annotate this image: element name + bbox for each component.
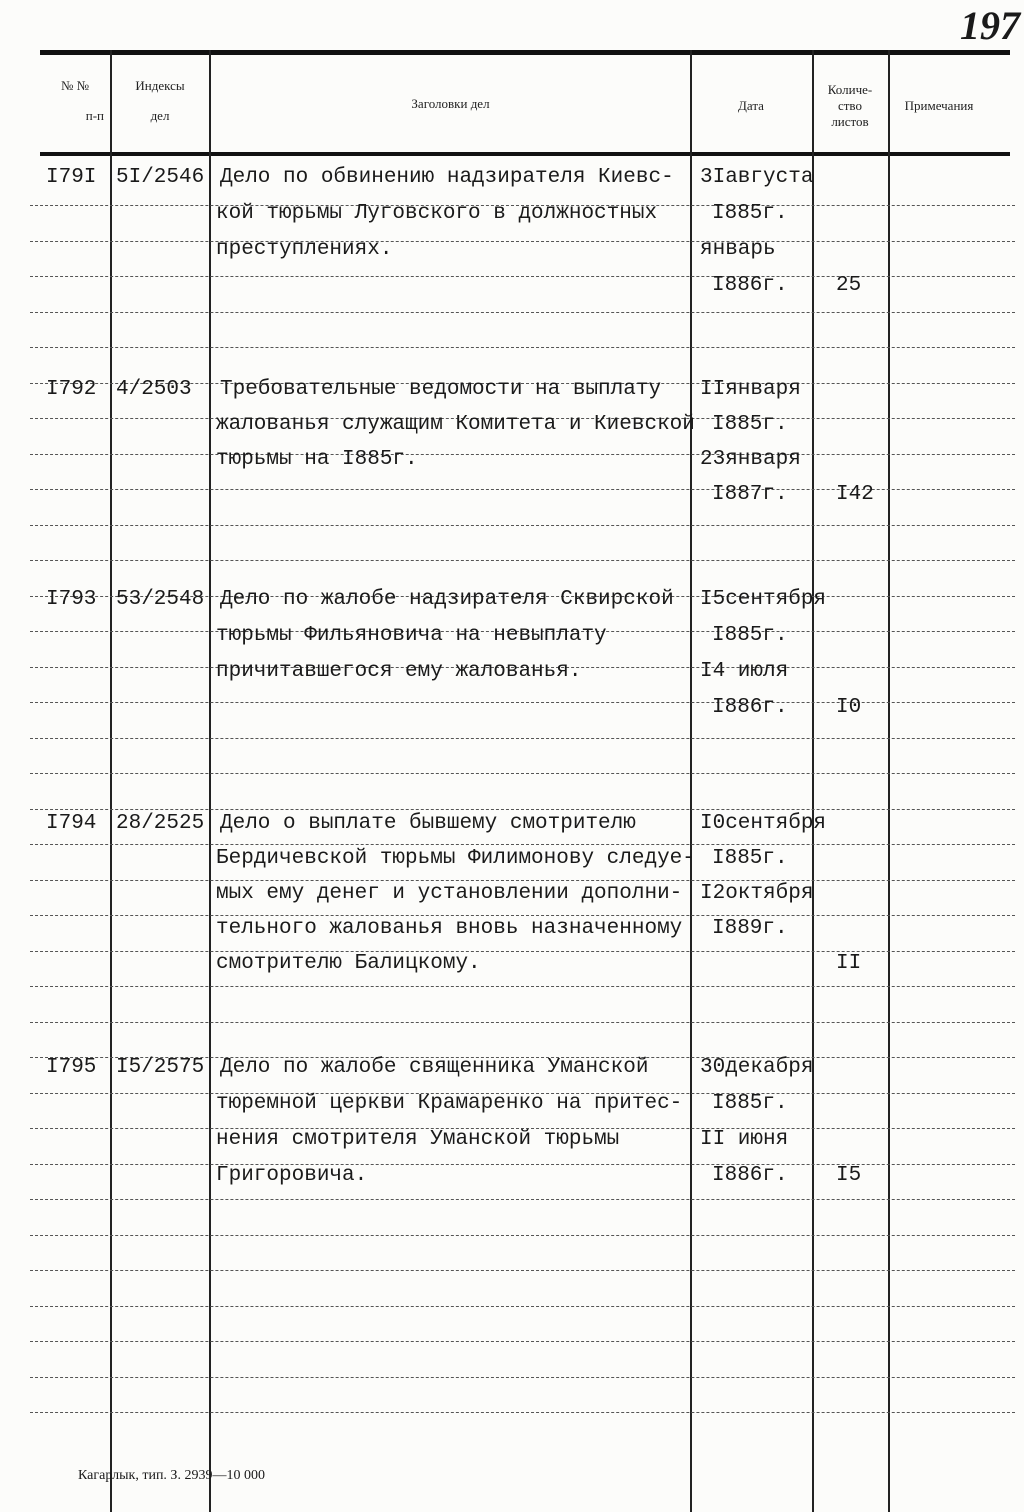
entry-title-line: жалованья служащим Комитета и Киевской	[216, 413, 695, 436]
entry-title-line: Дело по жалобе священника Уманской	[220, 1056, 649, 1079]
entry-sheet-count: II	[836, 952, 862, 975]
entry-date-line: I886г.	[712, 274, 788, 297]
entry-title-line: кой тюрьмы Луговского в должностных	[216, 202, 658, 225]
entry-date-line: 30декабря	[700, 1056, 814, 1079]
entry-index: 5I/2546	[116, 166, 205, 189]
entry-sheet-count: I42	[836, 483, 874, 506]
column-divider	[888, 50, 890, 1512]
entry-title-line: тюрьмы Фильяновича на невыплату	[216, 624, 607, 647]
entry-index: 28/2525	[116, 812, 205, 835]
row-rule	[30, 1377, 1015, 1378]
entry-title-line: тельного жалованья вновь назначенному	[216, 917, 683, 940]
row-rule	[30, 560, 1015, 561]
header-titles: Заголовки дел	[411, 96, 490, 111]
column-divider	[110, 50, 112, 1512]
row-rule	[30, 915, 1015, 916]
entry-title-line: Дело по обвинению надзирателя Киевс-	[220, 166, 674, 189]
row-rule	[30, 1306, 1015, 1307]
header-index-line1: Индексы	[135, 78, 185, 93]
row-rule	[30, 525, 1015, 526]
row-rule	[30, 1164, 1015, 1165]
row-rule	[30, 844, 1015, 845]
entry-index: I5/2575	[116, 1056, 205, 1079]
entry-date-line: I887г.	[712, 483, 788, 506]
header-count-line2: ство	[837, 98, 862, 113]
header-count	[812, 82, 888, 130]
row-rule	[30, 1412, 1015, 1413]
entry-date-line: I885г.	[712, 202, 788, 225]
entry-title-line: Григоровича.	[216, 1164, 368, 1187]
entry-date-line: I885г.	[712, 847, 788, 870]
entry-index: 53/2548	[116, 588, 205, 611]
header-count-line3: листов	[831, 114, 869, 129]
entry-date-line: 23января	[700, 448, 801, 471]
row-rule	[30, 276, 1015, 277]
entry-sheet-count: I0	[836, 696, 862, 719]
entry-date-line: I889г.	[712, 917, 788, 940]
row-rule	[30, 880, 1015, 881]
entry-title-line: Требовательные ведомости на выплату	[220, 378, 662, 401]
entry-number: I79I	[46, 166, 97, 189]
entry-number: I794	[46, 812, 97, 835]
entry-date-line: I5сентября	[700, 588, 827, 611]
column-divider	[690, 50, 692, 1512]
entry-date-line: 3Iавгуста	[700, 166, 814, 189]
row-rule	[30, 1199, 1015, 1200]
header-count-line1: Количе-	[827, 82, 873, 97]
entry-sheet-count: 25	[836, 274, 862, 297]
entry-date-line: I885г.	[712, 413, 788, 436]
header-num-line2: п-п	[85, 108, 104, 123]
header-num-line1: № №	[60, 78, 90, 93]
entry-title-line: тюрьмы на I885г.	[216, 448, 418, 471]
entry-title-line: тюремной церкви Крамаренко на притес-	[216, 1092, 683, 1115]
row-rule	[30, 1022, 1015, 1023]
row-rule	[30, 312, 1015, 313]
header-index-line2: дел	[150, 108, 170, 123]
entry-date-line: I885г.	[712, 1092, 788, 1115]
header-notes: Примечания	[904, 98, 974, 113]
entry-title-line: Дело по жалобе надзирателя Сквирской	[220, 588, 674, 611]
entry-date-line: I2октября	[700, 882, 814, 905]
entry-title-line: нения смотрителя Уманской тюрьмы	[216, 1128, 620, 1151]
row-rule	[30, 241, 1015, 242]
entry-date-line: I886г.	[712, 696, 788, 719]
entry-date-line: I885г.	[712, 624, 788, 647]
row-rule	[30, 347, 1015, 348]
header-date: Дата	[738, 98, 764, 113]
header-num	[40, 78, 110, 124]
entry-date-line: IIянваря	[700, 378, 801, 401]
entry-sheet-count: I5	[836, 1164, 862, 1187]
row-rule	[30, 809, 1015, 810]
header-rule	[40, 152, 1010, 156]
entry-date-line: II июня	[700, 1128, 789, 1151]
entry-number: I793	[46, 588, 97, 611]
entry-date-line: I4 июля	[700, 660, 789, 683]
row-rule	[30, 1341, 1015, 1342]
entry-date-line: I0сентября	[700, 812, 827, 835]
entry-date-line: I886г.	[712, 1164, 788, 1187]
entry-title-line: преступлениях.	[216, 238, 393, 261]
top-rule	[40, 50, 1010, 55]
entry-title-line: смотрителю Балицкому.	[216, 952, 481, 975]
column-divider	[209, 50, 211, 1512]
entry-title-line: мых ему денег и установлении дополни-	[216, 882, 683, 905]
row-rule	[30, 986, 1015, 987]
row-rule	[30, 702, 1015, 703]
entry-title-line: Бердичевской тюрьмы Филимонову следуе-	[216, 847, 695, 870]
row-rule	[30, 738, 1015, 739]
entry-title-line: Дело о выплате бывшему смотрителю	[220, 812, 636, 835]
entry-title-line: причитавшегося ему жалованья.	[216, 660, 582, 683]
row-rule	[30, 951, 1015, 952]
printer-imprint: Кагарлык, тип. З. 2939—10 000	[78, 1468, 265, 1483]
entry-index: 4/2503	[116, 378, 192, 401]
entry-date-line: январь	[700, 238, 776, 261]
row-rule	[30, 1235, 1015, 1236]
row-rule	[30, 1270, 1015, 1271]
entry-number: I795	[46, 1056, 97, 1079]
row-rule	[30, 773, 1015, 774]
entry-number: I792	[46, 378, 97, 401]
column-divider	[812, 50, 814, 1512]
header-index	[112, 78, 208, 124]
page-number: 197	[960, 3, 1020, 48]
row-rule	[30, 454, 1015, 455]
